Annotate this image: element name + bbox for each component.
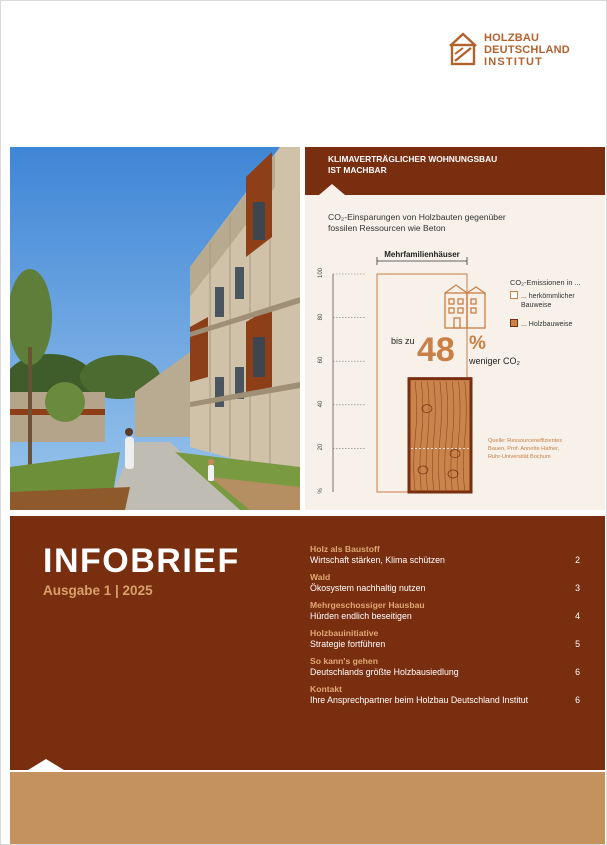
toc-category: Wald (310, 572, 331, 582)
cover-tan-footer (10, 772, 605, 844)
axis-unit-label: % (318, 488, 324, 494)
toc-page-number: 3 (575, 583, 580, 593)
logo-line-1: HOLZBAU (484, 32, 540, 44)
axis-tick-label: 80 (318, 313, 324, 320)
panel-header-line-2: IST MACHBAR (328, 165, 387, 175)
toc-item[interactable] (310, 572, 580, 600)
toc-title: Strategie fortführen (310, 639, 386, 649)
panel-header-line-1: KLIMAVERTRÄGLICHER WOHNUNGSBAU (328, 154, 498, 164)
less-co2-label: weniger CO₂ (469, 356, 521, 366)
house-logo-icon (448, 32, 478, 66)
toc-category: Mehrgeschossiger Hausbau (310, 600, 425, 610)
toc-title: Ihre Ansprechpartner beim Holzbau Deutschland Institut (310, 695, 529, 705)
cover-photo (10, 147, 300, 510)
toc-title: Ökosystem nachhaltig nutzen (310, 583, 426, 593)
toc-item[interactable] (310, 600, 580, 628)
toc-category: Holzbauinitiative (310, 628, 379, 638)
toc-page-number: 5 (575, 639, 580, 649)
building-type-label: Mehrfamilienhäuser (384, 250, 460, 259)
source-line-1: Quelle: Ressourceneffizientes (488, 438, 563, 444)
info-panel (305, 147, 605, 510)
toc-page-number: 4 (575, 611, 580, 621)
axis-tick-label: 20 (318, 444, 324, 451)
legend-conventional-swatch (510, 291, 518, 299)
axis-tick-label: 60 (318, 356, 324, 364)
toc-page-number: 6 (575, 695, 580, 705)
source-line-3: Ruhr-Universität Bochum (488, 454, 551, 460)
chart-subtitle-line-2: fossilen Ressourcen wie Beton (328, 223, 446, 233)
toc-item[interactable] (310, 544, 580, 572)
toc-item[interactable] (310, 628, 580, 656)
legend-wood (510, 319, 572, 328)
logo (448, 32, 570, 68)
legend-wood-swatch (510, 319, 518, 327)
axis-tick-label: 100 (318, 268, 324, 279)
cover-title: INFOBRIEF (43, 542, 240, 580)
logo-line-3: INSTITUT (484, 56, 544, 68)
toc-title: Hürden endlich beseitigen (310, 611, 412, 621)
legend-conventional-text-1: ... herkömmlicher (521, 293, 575, 300)
source-line-2: Bauen, Prof. Annette Hafner, (488, 446, 560, 452)
axis-tick-label: 40 (318, 400, 324, 408)
legend-conventional (510, 291, 575, 310)
chart-subtitle-line-1: CO₂-Einsparungen von Holzbauten gegenüber (328, 212, 506, 222)
legend-wood-text: ... Holzbauweise (521, 321, 573, 328)
toc-title: Wirtschaft stärken, Klima schützen (310, 555, 445, 565)
issue-label: Ausgabe 1 | 2025 (43, 583, 153, 598)
legend-conventional-text-2: Bauweise (521, 302, 552, 309)
legend-title: CO₂-Emissionen in ... (510, 278, 581, 287)
apartment-building-icon (445, 285, 485, 328)
toc-category: So kann's gehen (310, 656, 378, 666)
table-of-contents (310, 544, 580, 712)
logo-line-2: DEUTSCHLAND (484, 44, 570, 56)
chart-source (488, 437, 578, 461)
toc-item[interactable] (310, 684, 580, 712)
bis-zu-label: bis zu (391, 336, 415, 346)
cover-brown-block (10, 516, 605, 770)
toc-category: Kontakt (310, 684, 342, 694)
toc-title: Deutschlands größte Holzbausiedlung (310, 667, 459, 677)
toc-page-number: 2 (575, 555, 580, 565)
toc-page-number: 6 (575, 667, 580, 677)
savings-value: 48 (417, 331, 455, 369)
savings-percent: % (469, 333, 486, 354)
toc-category: Holz als Baustoff (310, 544, 380, 554)
toc-item[interactable] (310, 656, 580, 684)
